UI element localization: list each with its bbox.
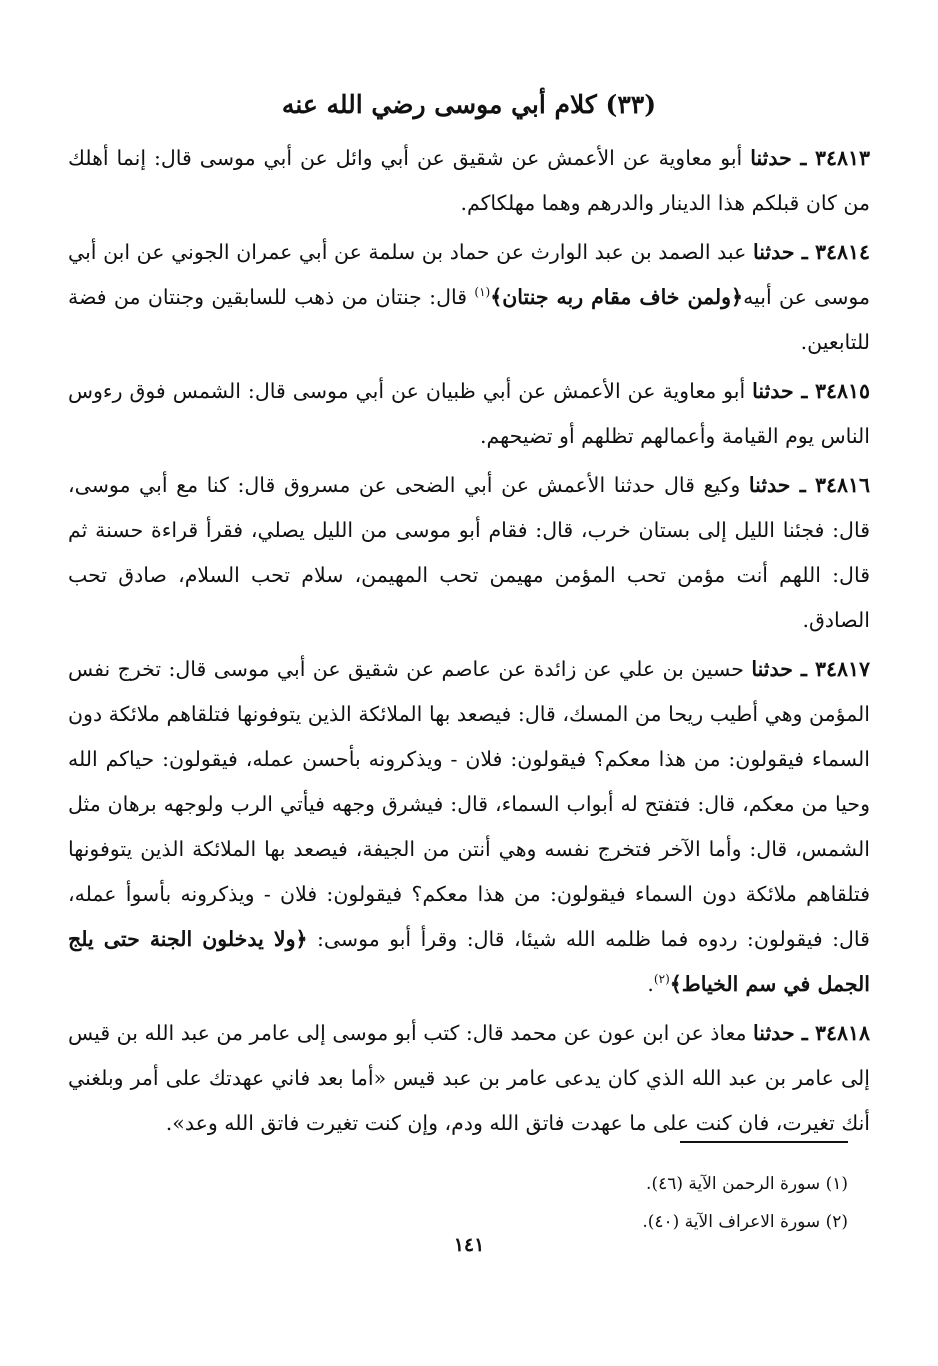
hadith-number: ٣٤٨١٣ (814, 146, 870, 170)
footnote-2: (٢) سورة الاعراف الآية (٤٠). (642, 1212, 848, 1232)
hadith-text: معاذ عن ابن عون عن محمد قال: كتب أبو موسى إلى عامر من عبد الله بن قيس إلى عامر بن عبد الله الذي كان يدعى عامر بن عبد قيس «أما بعد فاني عهدتك على أمر وبلغني أنك تغيرت، فان كنت على ما عهدت فاتق الله ودم، وإن كنت تغيرت فاتق الله وعد». (68, 1021, 870, 1135)
hadith-number: ٣٤٨١٦ (814, 473, 870, 497)
hadith-34817: ٣٤٨١٧ ـ حدثنا حسين بن علي عن زائدة عن عاصم عن شقيق عن أبي موسى قال: تخرج نفس المؤمن وهي أطيب ريحا من المسك، قال: فيصعد بها الملائكة الذين يتوفونها فتلقاهم ملائكة دون السماء فيقولون: من هذا معكم؟ فيقولون: فلان - ويذكرونه بأحسن عمله، فيقولون: حياكم الله وحيا من معكم، قال: فتفتح له أبواب السماء، قال: فيشرق وجهه فيأتي الرب ولوجهه برهان مثل الشمس، قال: وأما الآخر فتخرج نفسه وهي أنتن من الجيفة، فيصعد بها الملائكة الذين يتوفونها فتلقاهم ملائكة دون السماء فيقولون: من هذا معكم؟ فيقولون: فلان - ويذكرونه بأسوأ عمله، قال: فيقولون: ردوه فما ظلمه الله شيئا، قال: وقرأ أبو موسى: ﴿ولا يدخلون الجنة حتى يلج الجمل في سم الخياط﴾$^{(٢)}$. (68, 657, 870, 996)
hadith-34818: ٣٤٨١٨ ـ حدثنا معاذ عن ابن عون عن محمد قال: كتب أبو موسى إلى عامر من عبد الله بن قيس إلى عامر بن عبد الله الذي كان يدعى عامر بن عبد قيس «أما بعد فاني عهدتك على أمر وبلغني أنك تغيرت، فان كنت على ما عهدت فاتق الله ودم، وإن كنت تغيرت فاتق الله وعد». (68, 1021, 870, 1135)
hadith-34813: ٣٤٨١٣ ـ حدثنا أبو معاوية عن الأعمش عن شقيق عن أبي وائل عن أبي موسى قال: إنما أهلك من كان قبلكم هذا الدينار والدرهم وهما مهلكاكم. (68, 146, 870, 215)
hadith-number: ٣٤٨١٤ (814, 240, 871, 264)
hadith-text-cont: قال: جنتان من ذهب للسابقين وجنتان من فضة للتابعين. (68, 285, 870, 354)
footnote-ref: (٢) (653, 972, 670, 987)
quran-verse: ﴿ولمن خاف مقام ربه جنتان﴾ (490, 285, 744, 309)
hadith-text: حسين بن علي عن زائدة عن عاصم عن شقيق عن أبي موسى قال: تخرج نفس المؤمن وهي أطيب ريحا من المسك، قال: فيصعد بها الملائكة الذين يتوفونها فتلقاهم ملائكة دون السماء فيقولون: من هذا معكم؟ فيقولون: فلان - ويذكرونه بأحسن عمله، فيقولون: حياكم الله وحيا من معكم، قال: فتفتح له أبواب السماء، قال: فيشرق وجهه فيأتي الرب ولوجهه برهان مثل الشمس، قال: وأما الآخر فتخرج نفسه وهي أنتن من الجيفة، فيصعد بها الملائكة الذين يتوفونها فتلقاهم ملائكة دون السماء فيقولون: من هذا معكم؟ فيقولون: فلان - ويذكرونه بأسوأ عمله، قال: فيقولون: ردوه فما ظلمه الله شيئا، قال: وقرأ أبو موسى: (68, 657, 870, 951)
hadith-text: وكيع قال حدثنا الأعمش عن أبي الضحى عن مسروق قال: كنا مع أبي موسى، قال: فجئنا الليل إلى بستان خرب، قال: فقام أبو موسى من الليل يصلي، فقرأ قراءة حسنة ثم قال: اللهم أنت مؤمن تحب المؤمن مهيمن تحب المهيمن، سلام تحب السلام، صادق تحب الصادق. (68, 473, 870, 632)
hadith-34815: ٣٤٨١٥ ـ حدثنا أبو معاوية عن الأعمش عن أبي ظبيان عن أبي موسى قال: الشمس فوق رءوس الناس يوم القيامة وأعمالهم تظلهم أو تضيحهم. (68, 379, 871, 448)
footnote-1: (١) سورة الرحمن الآية (٤٦). (646, 1174, 848, 1194)
footnote-divider (680, 1141, 848, 1143)
page-number: ١٤١ (453, 1234, 485, 1256)
quran-verse: ﴿ولا يدخلون الجنة حتى يلج الجمل في سم الخياط﴾ (68, 927, 870, 996)
hadith-34816: ٣٤٨١٦ ـ حدثنا وكيع قال حدثنا الأعمش عن أبي الضحى عن مسروق قال: كنا مع أبي موسى، قال: فجئنا الليل إلى بستان خرب، قال: فقام أبو موسى من الليل يصلي، فقرأ قراءة حسنة ثم قال: اللهم أنت مؤمن تحب المؤمن مهيمن تحب المهيمن، سلام تحب السلام، صادق تحب الصادق. (68, 473, 870, 632)
footnotes (148, 1165, 848, 1241)
hadith-text: عبد الصمد بن عبد الوارث عن حماد بن سلمة عن أبي عمران الجوني عن ابن أبي موسى عن أبيه (68, 240, 870, 309)
hadith-number: ٣٤٨١٥ (814, 379, 871, 403)
hadith-number: ٣٤٨١٨ (814, 1021, 870, 1045)
hadith-intro: حدثنا (750, 146, 792, 170)
hadith-intro: حدثنا (752, 240, 795, 264)
footnote-ref: (١) (474, 285, 491, 300)
hadith-number: ٣٤٨١٧ (814, 657, 870, 681)
page-body (68, 80, 870, 1150)
chapter-title: (٣٣) كلام أبي موسى رضي الله عنه (281, 90, 657, 119)
hadith-intro: حدثنا (751, 657, 793, 681)
hadith-text: أبو معاوية عن الأعمش عن شقيق عن أبي وائل عن أبي موسى قال: إنما أهلك من كان قبلكم هذا الدينار والدرهم وهما مهلكاكم. (68, 146, 870, 215)
hadith-intro: حدثنا (753, 1021, 795, 1045)
hadith-text-cont: . (647, 972, 654, 996)
hadith-intro: حدثنا (752, 379, 794, 403)
hadith-intro: حدثنا (748, 473, 791, 497)
hadith-text: أبو معاوية عن الأعمش عن أبي ظبيان عن أبي موسى قال: الشمس فوق رءوس الناس يوم القيامة وأعمالهم تظلهم أو تضيحهم. (68, 379, 870, 448)
hadith-34814: ٣٤٨١٤ ـ حدثنا عبد الصمد بن عبد الوارث عن حماد بن سلمة عن أبي عمران الجوني عن ابن أبي موسى عن أبيه﴿ولمن خاف مقام ربه جنتان﴾$^{(١)}$ قال: جنتان من ذهب للسابقين وجنتان من فضة للتابعين. (68, 240, 871, 354)
